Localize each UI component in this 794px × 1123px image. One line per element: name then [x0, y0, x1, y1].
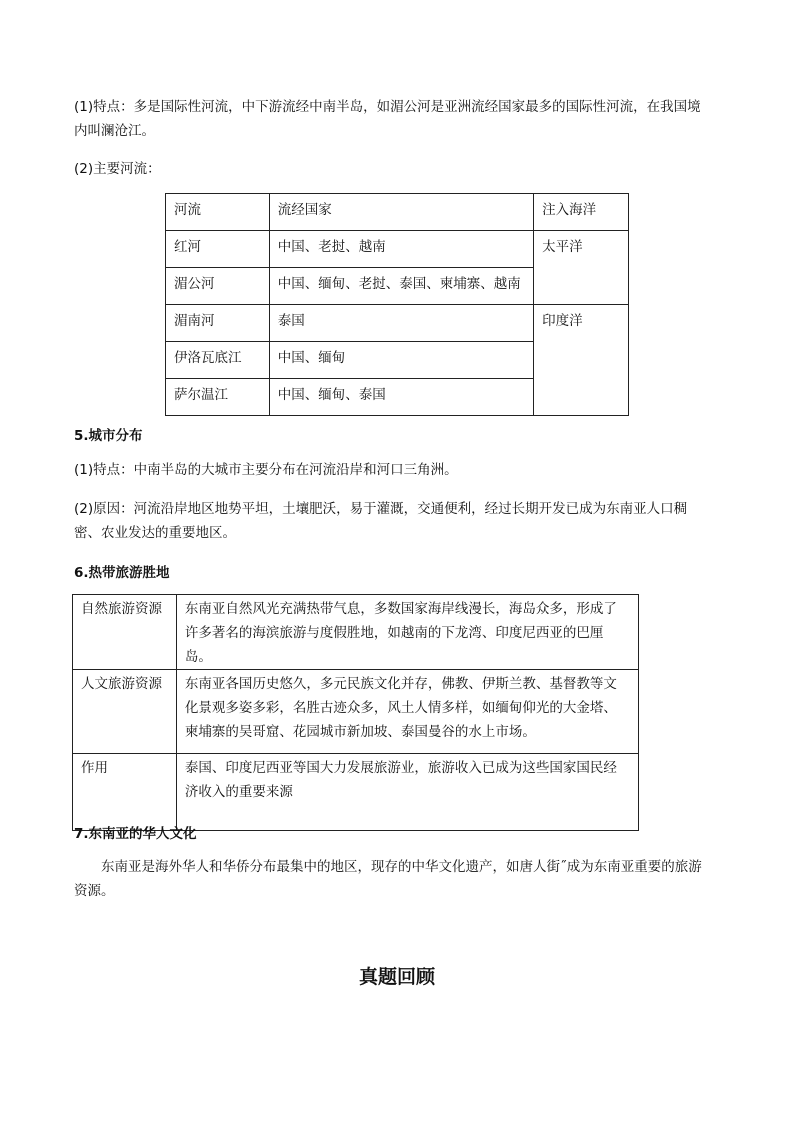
ocean-cell: 太平洋	[534, 231, 629, 305]
table-row	[73, 595, 639, 670]
river-countries: 中国、缅甸、老挝、泰国、柬埔寨、越南	[269, 268, 533, 305]
river-countries: 中国、老挝、越南	[269, 231, 533, 268]
river-name: 伊洛瓦底江	[166, 342, 270, 379]
tourism-table	[72, 594, 639, 831]
table-header-row	[166, 194, 629, 231]
river-feature-text: (1)特点：多是国际性河流，中下游流经中南半岛，如湄公河是亚洲流经国家最多的国际性河流，在我国境内叫澜沧江。	[74, 99, 701, 139]
row-text: 东南亚自然风光充满热带气息，多数国家海岸线漫长，海岛众多，形成了许多著名的海滨旅游与度假胜地，如越南的下龙湾、印度尼西亚的巴厘岛。	[176, 595, 638, 670]
city-reason-text: (2)原因：河流沿岸地区地势平坦，土壤肥沃，易于灌溉，交通便利，经过长期开发已成为东南亚人口稠密、农业发达的重要地区。	[74, 501, 688, 541]
row-label: 作用	[73, 754, 177, 831]
table-row	[73, 754, 639, 831]
row-label: 人文旅游资源	[73, 670, 177, 754]
river-name: 萨尔温江	[166, 379, 270, 416]
chinese-culture-text: 东南亚是海外华人和华侨分布最集中的地区，现存的中华文化遗产，如唐人街˝成为东南亚重要的旅游资源。	[74, 859, 702, 899]
section-5-heading: 5.城市分布	[74, 428, 143, 444]
table-row	[166, 231, 629, 268]
row-text: 泰国、印度尼西亚等国大力发展旅游业，旅游收入已成为这些国家国民经济收入的重要来源	[176, 754, 638, 831]
ocean-cell: 印度洋	[534, 305, 629, 416]
main-rivers-label: (2)主要河流：	[74, 161, 161, 177]
header-river: 河流	[166, 194, 270, 231]
section-6-heading: 6.热带旅游胜地	[74, 565, 170, 581]
row-text: 东南亚各国历史悠久，多元民族文化并存，佛教、伊斯兰教、基督教等文化景观多姿多彩，名胜古迹众多，风土人情多样，如缅甸仰光的大金塔、柬埔寨的吴哥窟、花园城市新加坡、泰国曼谷的水上市场。	[176, 670, 638, 754]
header-ocean: 注入海洋	[534, 194, 629, 231]
table-row	[73, 670, 639, 754]
rivers-table	[165, 193, 629, 416]
row-label: 自然旅游资源	[73, 595, 177, 670]
city-feature-text: (1)特点：中南半岛的大城市主要分布在河流沿岸和河口三角洲。	[74, 462, 458, 478]
page-title: 真题回顾	[358, 966, 435, 988]
river-name: 红河	[166, 231, 270, 268]
river-countries: 泰国	[269, 305, 533, 342]
river-countries: 中国、缅甸	[269, 342, 533, 379]
section-7-heading: 7.东南亚的华人文化	[74, 826, 197, 842]
river-name: 湄南河	[166, 305, 270, 342]
header-countries: 流经国家	[269, 194, 533, 231]
river-name: 湄公河	[166, 268, 270, 305]
river-countries: 中国、缅甸、泰国	[269, 379, 533, 416]
table-row	[166, 305, 629, 342]
